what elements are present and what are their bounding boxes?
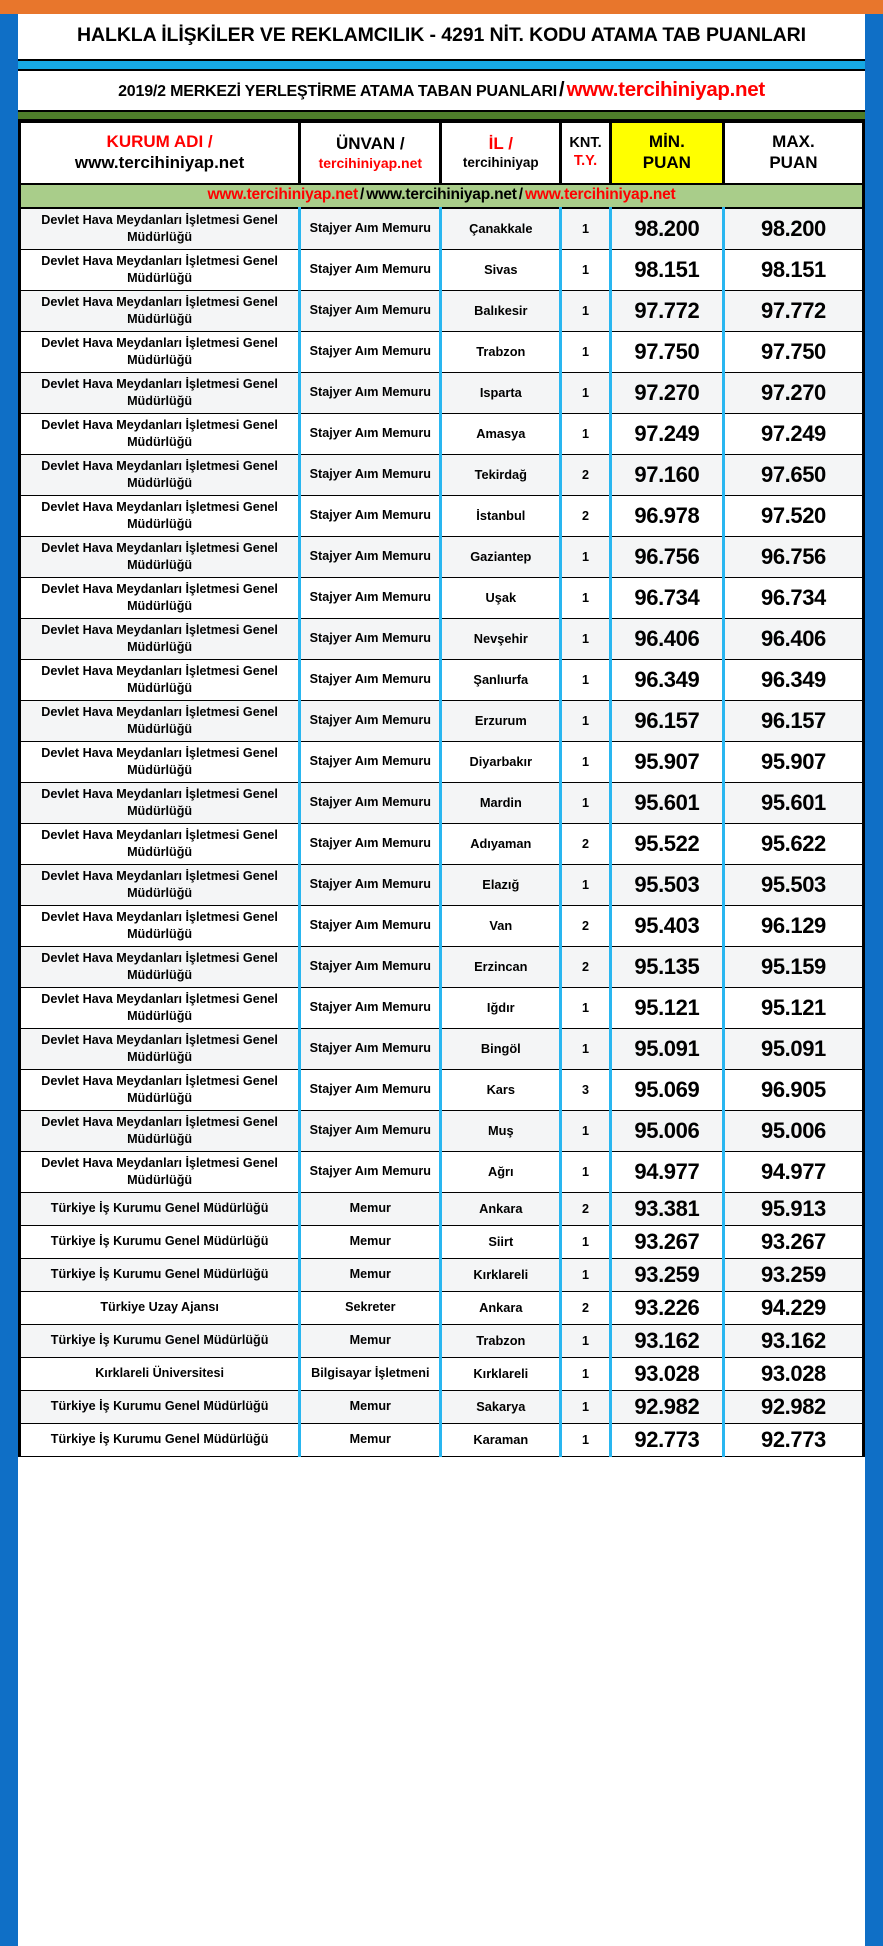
column-header-il-line2: tercihiniyap <box>462 155 539 171</box>
table-cell-min-puan: 95.403 <box>610 905 723 946</box>
table-cell-il: Iğdır <box>441 987 561 1028</box>
column-header-il <box>441 122 561 184</box>
table-cell-min-puan: 96.349 <box>610 659 723 700</box>
subtitle-site-link[interactable]: www.tercihiniyap.net <box>566 77 765 101</box>
table-cell-max-puan: 94.977 <box>723 1151 863 1192</box>
table-row <box>20 1110 864 1151</box>
table-row <box>20 1258 864 1291</box>
table-cell-kurum: Kırklareli Üniversitesi <box>20 1357 300 1390</box>
table-cell-il: Elazığ <box>441 864 561 905</box>
scores-table <box>18 121 865 1457</box>
content-area <box>18 14 865 1946</box>
table-cell-knt: 1 <box>561 618 611 659</box>
table-header-row <box>20 122 864 184</box>
table-cell-knt: 1 <box>561 249 611 290</box>
table-cell-unvan: Memur <box>300 1258 441 1291</box>
table-cell-kurum: Devlet Hava Meydanları İşletmesi Genel Müdürlüğü <box>20 741 300 782</box>
table-cell-knt: 2 <box>561 454 611 495</box>
table-cell-kurum: Devlet Hava Meydanları İşletmesi Genel Müdürlüğü <box>20 1110 300 1151</box>
table-cell-knt: 1 <box>561 1258 611 1291</box>
table-cell-min-puan: 95.069 <box>610 1069 723 1110</box>
table-cell-unvan: Stajyer Aım Memuru <box>300 249 441 290</box>
table-cell-unvan: Stajyer Aım Memuru <box>300 454 441 495</box>
table-cell-max-puan: 96.157 <box>723 700 863 741</box>
table-cell-kurum: Devlet Hava Meydanları İşletmesi Genel Müdürlüğü <box>20 331 300 372</box>
table-cell-kurum: Devlet Hava Meydanları İşletmesi Genel Müdürlüğü <box>20 249 300 290</box>
table-cell-max-puan: 95.622 <box>723 823 863 864</box>
table-cell-kurum: Devlet Hava Meydanları İşletmesi Genel Müdürlüğü <box>20 946 300 987</box>
table-cell-unvan: Stajyer Aım Memuru <box>300 1151 441 1192</box>
table-cell-max-puan: 94.229 <box>723 1291 863 1324</box>
column-header-unvan <box>300 122 441 184</box>
table-cell-unvan: Stajyer Aım Memuru <box>300 1110 441 1151</box>
table-body <box>20 208 864 1457</box>
table-cell-unvan: Stajyer Aım Memuru <box>300 987 441 1028</box>
table-cell-min-puan: 93.259 <box>610 1258 723 1291</box>
column-header-max-line2: PUAN <box>769 152 818 172</box>
table-cell-min-puan: 96.978 <box>610 495 723 536</box>
table-cell-unvan: Bilgisayar İşletmeni <box>300 1357 441 1390</box>
table-cell-kurum: Türkiye İş Kurumu Genel Müdürlüğü <box>20 1423 300 1456</box>
table-cell-il: Isparta <box>441 372 561 413</box>
table-row <box>20 700 864 741</box>
table-cell-min-puan: 95.135 <box>610 946 723 987</box>
table-cell-min-puan: 95.601 <box>610 782 723 823</box>
table-cell-max-puan: 97.249 <box>723 413 863 454</box>
table-cell-unvan: Stajyer Aım Memuru <box>300 290 441 331</box>
table-cell-max-puan: 93.028 <box>723 1357 863 1390</box>
table-cell-min-puan: 93.226 <box>610 1291 723 1324</box>
table-cell-knt: 1 <box>561 1151 611 1192</box>
table-row <box>20 1390 864 1423</box>
table-cell-il: Trabzon <box>441 1324 561 1357</box>
table-cell-knt: 1 <box>561 1110 611 1151</box>
table-cell-il: Kars <box>441 1069 561 1110</box>
table-cell-min-puan: 96.157 <box>610 700 723 741</box>
table-row <box>20 1069 864 1110</box>
table-cell-il: Sakarya <box>441 1390 561 1423</box>
column-header-min-puan <box>610 122 723 184</box>
table-cell-min-puan: 92.773 <box>610 1423 723 1456</box>
table-row <box>20 1423 864 1456</box>
table-cell-min-puan: 95.091 <box>610 1028 723 1069</box>
column-header-knt <box>561 122 611 184</box>
table-cell-unvan: Stajyer Aım Memuru <box>300 577 441 618</box>
table-row <box>20 495 864 536</box>
table-cell-min-puan: 95.522 <box>610 823 723 864</box>
table-cell-knt: 1 <box>561 741 611 782</box>
subtitle-block <box>18 71 865 110</box>
table-cell-knt: 1 <box>561 1028 611 1069</box>
table-cell-knt: 1 <box>561 1357 611 1390</box>
table-cell-il: Muş <box>441 1110 561 1151</box>
table-cell-min-puan: 93.028 <box>610 1357 723 1390</box>
table-cell-max-puan: 95.913 <box>723 1192 863 1225</box>
table-cell-knt: 1 <box>561 1225 611 1258</box>
table-row <box>20 1151 864 1192</box>
table-cell-il: Bingöl <box>441 1028 561 1069</box>
table-cell-unvan: Stajyer Aım Memuru <box>300 864 441 905</box>
table-cell-min-puan: 97.750 <box>610 331 723 372</box>
table-cell-max-puan: 95.121 <box>723 987 863 1028</box>
table-cell-kurum: Devlet Hava Meydanları İşletmesi Genel Müdürlüğü <box>20 208 300 250</box>
table-row <box>20 1192 864 1225</box>
table-cell-unvan: Stajyer Aım Memuru <box>300 659 441 700</box>
table-cell-il: Çanakkale <box>441 208 561 250</box>
table-cell-min-puan: 96.756 <box>610 536 723 577</box>
table-cell-il: Gaziantep <box>441 536 561 577</box>
table-cell-unvan: Memur <box>300 1390 441 1423</box>
table-cell-max-puan: 96.129 <box>723 905 863 946</box>
table-cell-knt: 2 <box>561 1291 611 1324</box>
table-cell-kurum: Devlet Hava Meydanları İşletmesi Genel Müdürlüğü <box>20 1028 300 1069</box>
table-cell-min-puan: 96.734 <box>610 577 723 618</box>
table-cell-max-puan: 93.267 <box>723 1225 863 1258</box>
table-cell-kurum: Türkiye Uzay Ajansı <box>20 1291 300 1324</box>
table-cell-max-puan: 95.091 <box>723 1028 863 1069</box>
table-row <box>20 249 864 290</box>
table-cell-il: Ankara <box>441 1291 561 1324</box>
table-cell-il: Tekirdağ <box>441 454 561 495</box>
table-row <box>20 290 864 331</box>
table-row <box>20 372 864 413</box>
table-row <box>20 454 864 495</box>
column-header-kurum <box>20 122 300 184</box>
table-cell-knt: 1 <box>561 577 611 618</box>
table-cell-min-puan: 97.772 <box>610 290 723 331</box>
table-cell-il: Adıyaman <box>441 823 561 864</box>
table-cell-kurum: Devlet Hava Meydanları İşletmesi Genel Müdürlüğü <box>20 536 300 577</box>
table-cell-max-puan: 96.734 <box>723 577 863 618</box>
table-cell-kurum: Devlet Hava Meydanları İşletmesi Genel Müdürlüğü <box>20 659 300 700</box>
table-row <box>20 577 864 618</box>
table-cell-min-puan: 93.162 <box>610 1324 723 1357</box>
table-row <box>20 618 864 659</box>
table-cell-il: Karaman <box>441 1423 561 1456</box>
table-cell-il: Uşak <box>441 577 561 618</box>
table-cell-unvan: Stajyer Aım Memuru <box>300 372 441 413</box>
table-cell-max-puan: 93.259 <box>723 1258 863 1291</box>
table-cell-unvan: Memur <box>300 1192 441 1225</box>
table-cell-kurum: Devlet Hava Meydanları İşletmesi Genel Müdürlüğü <box>20 577 300 618</box>
table-cell-kurum: Devlet Hava Meydanları İşletmesi Genel Müdürlüğü <box>20 823 300 864</box>
table-cell-il: Erzurum <box>441 700 561 741</box>
table-cell-max-puan: 95.159 <box>723 946 863 987</box>
table-cell-unvan: Stajyer Aım Memuru <box>300 905 441 946</box>
table-row <box>20 782 864 823</box>
table-cell-min-puan: 97.270 <box>610 372 723 413</box>
table-cell-min-puan: 93.267 <box>610 1225 723 1258</box>
table-cell-knt: 1 <box>561 1324 611 1357</box>
column-header-unvan-line1: ÜNVAN / <box>335 133 405 153</box>
table-row <box>20 1225 864 1258</box>
promo-link-2[interactable]: www.tercihiniyap.net <box>366 186 517 204</box>
column-header-knt-line1: KNT. <box>569 134 602 151</box>
table-cell-min-puan: 95.121 <box>610 987 723 1028</box>
table-row <box>20 823 864 864</box>
table-cell-il: Kırklareli <box>441 1258 561 1291</box>
table-cell-kurum: Devlet Hava Meydanları İşletmesi Genel Müdürlüğü <box>20 618 300 659</box>
table-cell-min-puan: 93.381 <box>610 1192 723 1225</box>
table-cell-knt: 2 <box>561 495 611 536</box>
table-cell-unvan: Memur <box>300 1225 441 1258</box>
table-cell-max-puan: 92.773 <box>723 1423 863 1456</box>
table-cell-unvan: Stajyer Aım Memuru <box>300 700 441 741</box>
table-cell-unvan: Stajyer Aım Memuru <box>300 1028 441 1069</box>
table-row <box>20 905 864 946</box>
table-cell-kurum: Devlet Hava Meydanları İşletmesi Genel Müdürlüğü <box>20 454 300 495</box>
top-accent-bar <box>0 0 883 14</box>
table-cell-knt: 1 <box>561 208 611 250</box>
table-cell-min-puan: 95.907 <box>610 741 723 782</box>
table-cell-max-puan: 97.520 <box>723 495 863 536</box>
table-cell-kurum: Devlet Hava Meydanları İşletmesi Genel Müdürlüğü <box>20 782 300 823</box>
table-cell-knt: 1 <box>561 987 611 1028</box>
table-cell-il: Siirt <box>441 1225 561 1258</box>
table-cell-il: Van <box>441 905 561 946</box>
table-cell-knt: 1 <box>561 331 611 372</box>
table-cell-max-puan: 98.200 <box>723 208 863 250</box>
table-cell-il: Mardin <box>441 782 561 823</box>
table-cell-kurum: Devlet Hava Meydanları İşletmesi Genel Müdürlüğü <box>20 864 300 905</box>
promo-banner-cell <box>20 184 864 208</box>
table-cell-knt: 1 <box>561 372 611 413</box>
table-cell-kurum: Devlet Hava Meydanları İşletmesi Genel Müdürlüğü <box>20 290 300 331</box>
table-cell-knt: 1 <box>561 864 611 905</box>
table-cell-kurum: Devlet Hava Meydanları İşletmesi Genel Müdürlüğü <box>20 1151 300 1192</box>
table-cell-knt: 1 <box>561 413 611 454</box>
table-cell-unvan: Sekreter <box>300 1291 441 1324</box>
table-cell-kurum: Devlet Hava Meydanları İşletmesi Genel Müdürlüğü <box>20 372 300 413</box>
promo-link-1[interactable]: www.tercihiniyap.net <box>207 186 358 204</box>
table-cell-knt: 1 <box>561 659 611 700</box>
table-cell-il: İstanbul <box>441 495 561 536</box>
column-header-min-line1: MİN. <box>648 131 685 151</box>
title-block <box>18 14 865 59</box>
table-cell-knt: 2 <box>561 1192 611 1225</box>
column-header-min-line2: PUAN <box>642 152 691 172</box>
table-cell-il: Ağrı <box>441 1151 561 1192</box>
promo-separator-2: / <box>518 186 524 204</box>
column-header-il-line1: İL / <box>488 134 513 153</box>
table-cell-knt: 1 <box>561 1423 611 1456</box>
table-cell-kurum: Türkiye İş Kurumu Genel Müdürlüğü <box>20 1258 300 1291</box>
table-cell-max-puan: 95.601 <box>723 782 863 823</box>
table-cell-max-puan: 92.982 <box>723 1390 863 1423</box>
table-cell-max-puan: 96.406 <box>723 618 863 659</box>
promo-link-3[interactable]: www.tercihiniyap.net <box>525 186 676 204</box>
table-cell-il: Erzincan <box>441 946 561 987</box>
table-cell-max-puan: 95.006 <box>723 1110 863 1151</box>
table-cell-il: Şanlıurfa <box>441 659 561 700</box>
cyan-divider <box>18 59 865 71</box>
table-cell-kurum: Devlet Hava Meydanları İşletmesi Genel Müdürlüğü <box>20 987 300 1028</box>
green-divider <box>18 110 865 121</box>
table-cell-il: Nevşehir <box>441 618 561 659</box>
table-row <box>20 864 864 905</box>
table-cell-max-puan: 97.772 <box>723 290 863 331</box>
table-cell-unvan: Stajyer Aım Memuru <box>300 782 441 823</box>
table-cell-unvan: Stajyer Aım Memuru <box>300 946 441 987</box>
table-cell-min-puan: 95.006 <box>610 1110 723 1151</box>
table-cell-kurum: Türkiye İş Kurumu Genel Müdürlüğü <box>20 1192 300 1225</box>
table-cell-min-puan: 96.406 <box>610 618 723 659</box>
table-cell-min-puan: 97.160 <box>610 454 723 495</box>
table-cell-max-puan: 98.151 <box>723 249 863 290</box>
column-header-kurum-line1: KURUM ADI / <box>106 131 213 151</box>
table-cell-knt: 1 <box>561 1390 611 1423</box>
table-row <box>20 208 864 250</box>
table-cell-il: Ankara <box>441 1192 561 1225</box>
table-cell-unvan: Stajyer Aım Memuru <box>300 413 441 454</box>
table-cell-unvan: Stajyer Aım Memuru <box>300 823 441 864</box>
table-cell-il: Balıkesir <box>441 290 561 331</box>
right-side-rail <box>865 14 883 1946</box>
page-title: HALKLA İLİŞKİLER VE REKLAMCILIK - 4291 NİT. KODU ATAMA TAB PUANLARI <box>77 24 806 46</box>
table-cell-knt: 2 <box>561 823 611 864</box>
table-cell-il: Amasya <box>441 413 561 454</box>
table-cell-max-puan: 95.907 <box>723 741 863 782</box>
column-header-unvan-line2: tercihiniyap.net <box>318 154 423 171</box>
table-cell-kurum: Devlet Hava Meydanları İşletmesi Genel Müdürlüğü <box>20 700 300 741</box>
column-header-max-puan <box>723 122 863 184</box>
column-header-kurum-line2: www.tercihiniyap.net <box>74 152 245 172</box>
table-cell-kurum: Devlet Hava Meydanları İşletmesi Genel Müdürlüğü <box>20 905 300 946</box>
table-cell-knt: 1 <box>561 782 611 823</box>
table-cell-unvan: Stajyer Aım Memuru <box>300 741 441 782</box>
subtitle-left-text: 2019/2 MERKEZİ YERLEŞTİRME ATAMA TABAN PUANLARI <box>118 82 558 100</box>
table-cell-kurum: Türkiye İş Kurumu Genel Müdürlüğü <box>20 1324 300 1357</box>
table-row <box>20 987 864 1028</box>
table-cell-max-puan: 93.162 <box>723 1324 863 1357</box>
left-side-rail <box>0 14 18 1946</box>
table-row <box>20 946 864 987</box>
table-cell-il: Kırklareli <box>441 1357 561 1390</box>
table-cell-il: Trabzon <box>441 331 561 372</box>
table-cell-min-puan: 94.977 <box>610 1151 723 1192</box>
table-cell-kurum: Türkiye İş Kurumu Genel Müdürlüğü <box>20 1390 300 1423</box>
table-row <box>20 1357 864 1390</box>
table-cell-max-puan: 95.503 <box>723 864 863 905</box>
table-cell-kurum: Devlet Hava Meydanları İşletmesi Genel Müdürlüğü <box>20 413 300 454</box>
subtitle-separator: / <box>559 78 565 101</box>
table-cell-min-puan: 92.982 <box>610 1390 723 1423</box>
column-header-max-line1: MAX. <box>772 131 815 151</box>
table-cell-unvan: Stajyer Aım Memuru <box>300 495 441 536</box>
table-cell-unvan: Stajyer Aım Memuru <box>300 208 441 250</box>
table-row <box>20 331 864 372</box>
promo-banner-row <box>20 184 864 208</box>
table-cell-min-puan: 95.503 <box>610 864 723 905</box>
table-cell-kurum: Türkiye İş Kurumu Genel Müdürlüğü <box>20 1225 300 1258</box>
table-cell-knt: 2 <box>561 946 611 987</box>
table-row <box>20 413 864 454</box>
table-cell-knt: 2 <box>561 905 611 946</box>
table-cell-il: Diyarbakır <box>441 741 561 782</box>
table-row <box>20 1291 864 1324</box>
table-row <box>20 659 864 700</box>
column-header-knt-line2: T.Y. <box>573 153 598 170</box>
table-cell-kurum: Devlet Hava Meydanları İşletmesi Genel Müdürlüğü <box>20 495 300 536</box>
table-cell-unvan: Memur <box>300 1324 441 1357</box>
table-cell-min-puan: 97.249 <box>610 413 723 454</box>
table-cell-knt: 1 <box>561 536 611 577</box>
table-row <box>20 1324 864 1357</box>
table-cell-max-puan: 96.905 <box>723 1069 863 1110</box>
table-row <box>20 741 864 782</box>
table-cell-il: Sivas <box>441 249 561 290</box>
table-cell-knt: 3 <box>561 1069 611 1110</box>
table-cell-max-puan: 97.650 <box>723 454 863 495</box>
table-cell-max-puan: 96.349 <box>723 659 863 700</box>
table-cell-knt: 1 <box>561 290 611 331</box>
promo-separator-1: / <box>359 186 365 204</box>
table-cell-max-puan: 96.756 <box>723 536 863 577</box>
table-cell-min-puan: 98.200 <box>610 208 723 250</box>
table-row <box>20 1028 864 1069</box>
table-cell-unvan: Stajyer Aım Memuru <box>300 1069 441 1110</box>
table-cell-max-puan: 97.750 <box>723 331 863 372</box>
table-row <box>20 536 864 577</box>
table-cell-unvan: Memur <box>300 1423 441 1456</box>
table-cell-min-puan: 98.151 <box>610 249 723 290</box>
table-cell-kurum: Devlet Hava Meydanları İşletmesi Genel Müdürlüğü <box>20 1069 300 1110</box>
table-cell-unvan: Stajyer Aım Memuru <box>300 331 441 372</box>
table-cell-unvan: Stajyer Aım Memuru <box>300 536 441 577</box>
table-cell-unvan: Stajyer Aım Memuru <box>300 618 441 659</box>
table-cell-knt: 1 <box>561 700 611 741</box>
table-cell-max-puan: 97.270 <box>723 372 863 413</box>
